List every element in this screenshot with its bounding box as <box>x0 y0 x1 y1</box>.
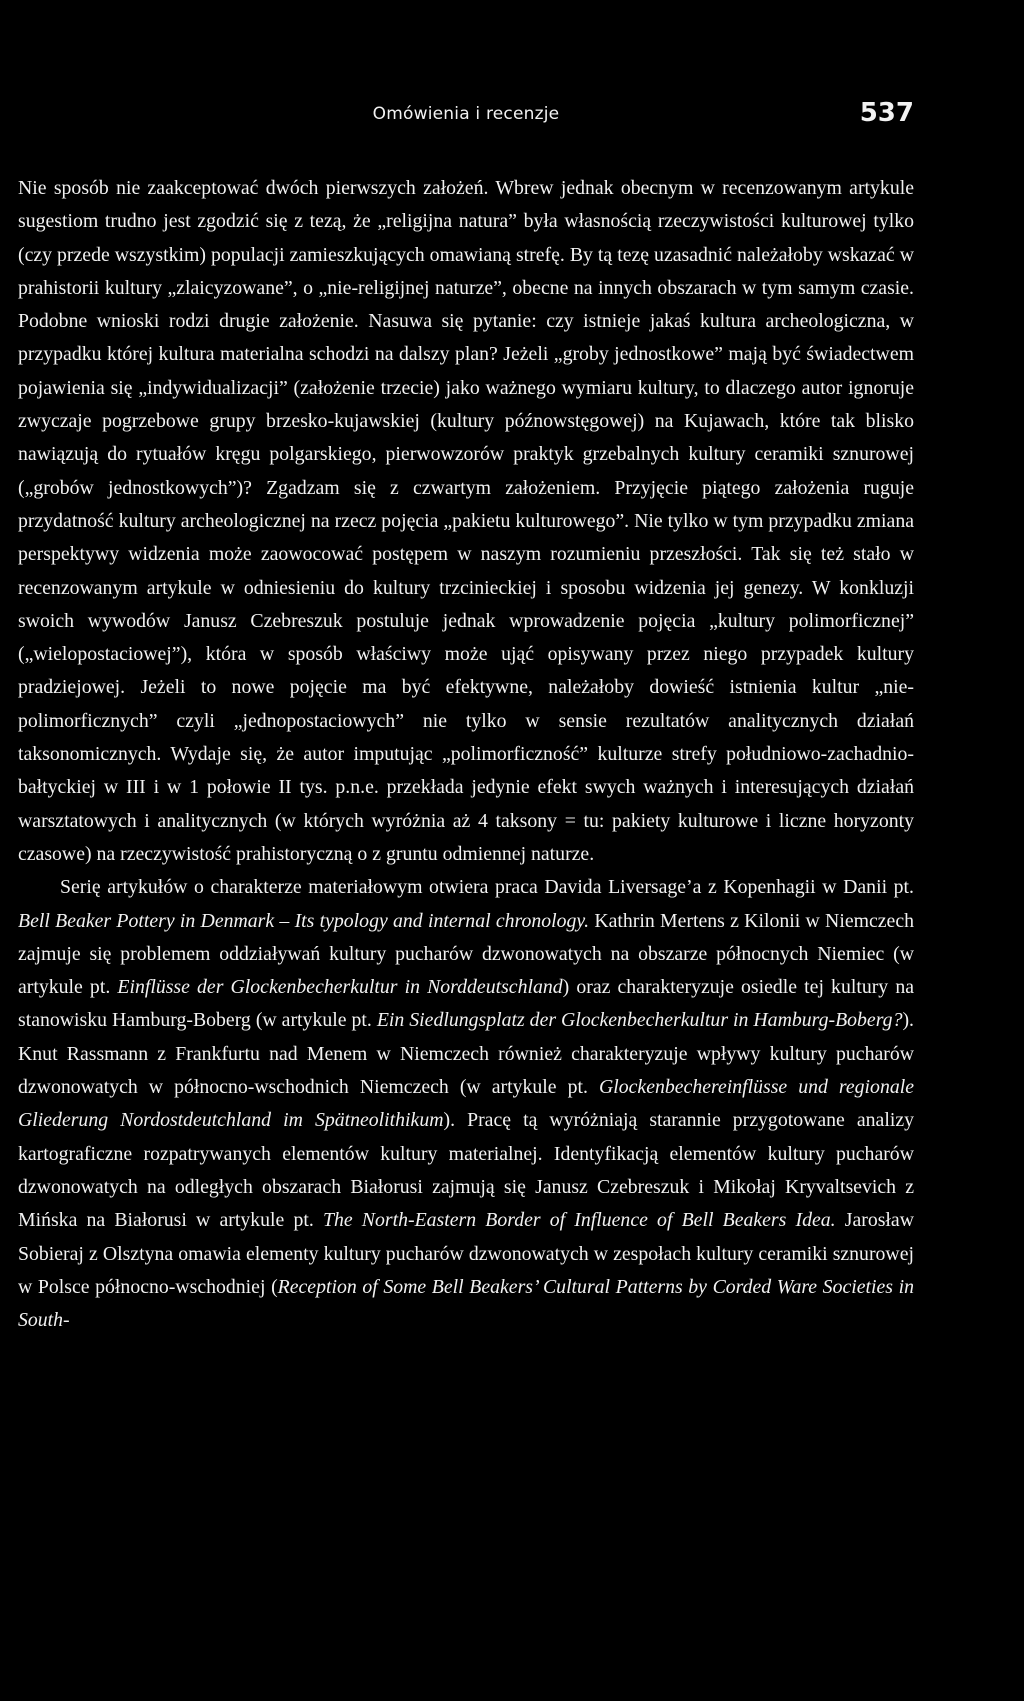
body-text <box>18 172 914 1337</box>
paragraph-2-segment-11: Jarosław Sobieraj z Olsztyna omawia elementy kultury pucharów dzwonowatych w zespołach kultury ceramiki sznurowej w Polsce północno-wschodniej ( <box>18 1209 914 1298</box>
paragraph-2-segment-8: Glockenbechereinflüsse und regionale Gliederung Nordostdeutchland im Spätneolithikum <box>18 1076 915 1132</box>
paragraph-2-segment-2: Bell Beaker Pottery in Denmark – Its typology and internal chronology. <box>18 909 590 932</box>
running-head: Omówienia i recenzje <box>372 104 560 124</box>
paragraph-2-segment-9: ). Pracę tą wyróżniają starannie przygotowane analizy kartograficzne rozpatrywanych elementów kultury materialnej. Identyfikacją elementów kultury pucharów dzwonowatych na odległych obszarach Białorusi zajmują się Janusz Czebreszuk i Mikołaj Kryvaltsevich z Mińska na Białorusi w artykule pt. <box>18 1109 914 1232</box>
page-number: 537 <box>859 98 914 128</box>
paragraph-2-segment-1: Serię artykułów o charakterze materiałowym otwiera praca Davida Liversage’a z Kopenhagii w Danii pt. <box>60 876 914 899</box>
paragraph-2-segment-10: The North-Eastern Border of Influence of Bell Beakers Idea. <box>322 1209 836 1232</box>
page-header <box>18 98 914 138</box>
paragraph-2-segment-7: ). Knut Rassmann z Frankfurtu nad Menem w Niemczech również charakteryzuje wpływy kultury pucharów dzwonowatych w północno-wschodnich Niemczech (w artykule pt. <box>18 1009 915 1099</box>
paragraph-1 <box>18 172 914 871</box>
paragraph-2-segment-6: Ein Siedlungsplatz der Glockenbecherkultur in Hamburg-Boberg? <box>376 1009 903 1032</box>
paragraph-1-segment-1: Nie sposób nie zaakceptować dwóch pierwszych założeń. Wbrew jednak obecnym w recenzowanym artykule sugestiom trudno jest zgodzić się z tezą, że „religijna natura” była własnością rzeczywistości kulturowej tylko (czy przede wszystkim) populacji zamieszkujących omawianą strefę. By tą tezę uzasadnić należałoby wskazać w prahistorii kultury „zlaicyzowane”, o „nie-religijnej naturze”, obecne na innych obszarach w tym samym czasie. Podobne wnioski rodzi drugie założenie. Nasuwa się pytanie: czy istnieje jakaś kultura archeologiczna, w przypadku której kultura materialna schodzi na dalszy plan? Jeżeli „groby jednostkowe” mają być świadectwem pojawienia się „indywidualizacji” (założenie trzecie) jako ważnego wymiaru kultury, to dlaczego autor ignoruje zwyczaje pogrzebowe grupy brzesko-kujawskiej (kultury późnowstęgowej) na Kujawach, które tak blisko nawiązują do rytuałów kręgu polgarskiego, pierwowzorów praktyk grzebalnych kultury ceramiki sznurowej („grobów jednostkowych”)? Zgadzam się z czwartym założeniem. Przyjęcie piątego założenia ruguje przydatność kultury archeologicznej na rzecz pojęcia „pakietu kulturowego”. Nie tylko w tym przypadku zmiana perspektywy widzenia może zaowocować postępem w naszym rozumieniu przeszłości. Tak się też stało w recenzowanym artykule w odniesieniu do kultury trzcinieckiej i sposobu widzenia jej genezy. W konkluzji swoich wywodów Janusz Czebreszuk postuluje jednak wprowadzenie pojęcia „kultury polimorficznej” („wielopostaciowej”), która w sposób właściwy może ująć opisywany przez niego przypadek kultury pradziejowej. Jeżeli to nowe pojęcie ma być efektywne, należałoby dowieść istnienia kultur „nie-polimorficznych” czyli „jednopostaciowych” nie tylko w sensie rezultatów analitycznych działań taksonomicznych. Wydaje się, że autor imputując „polimorficzność” kulturze strefy południowo-zachadnio-bałtyckiej w III i w 1 połowie II tys. p.n.e. przekłada jedynie efekt swych ważnych i interesujących działań warsztatowych i analitycznych (w których wyróżnia aż 4 taksony = tu: pakiety kulturowe i liczne horyzonty czasowe) na rzeczywistość prahistoryczną o z gruntu odmiennej naturze. <box>18 177 914 865</box>
paragraph-2-segment-5: ) oraz charakteryzuje osiedle tej kultury na stanowisku Hamburg-Boberg (w artykule pt. <box>18 976 914 1032</box>
paragraph-2-segment-4: Einflüsse der Glockenbecherkultur in Norddeutschland <box>117 976 563 999</box>
paragraph-2-segment-3: Kathrin Mertens z Kilonii w Niemczech zajmuje się problemem oddziaływań kultury pucharów dzwonowatych na obszarze północnych Niemiec (w artykule pt. <box>18 909 914 999</box>
paragraph-2 <box>18 871 914 1337</box>
paragraph-2-segment-12: Reception of Some Bell Beakers’ Cultural Patterns by Corded Ware Societies in South- <box>18 1275 914 1332</box>
